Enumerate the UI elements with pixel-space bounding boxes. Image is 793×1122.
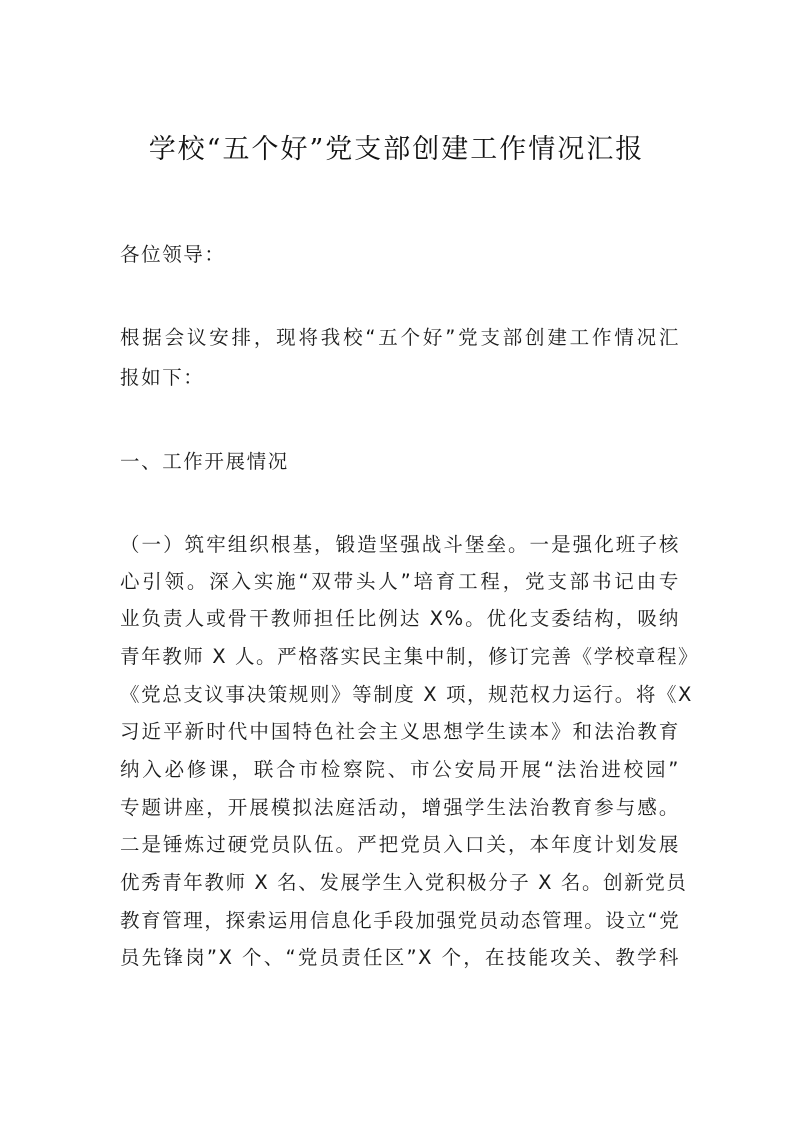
salutation: 各位领导： bbox=[120, 243, 226, 266]
body-line-12: 员先锋岗”X 个、“党员责任区”X 个，在技能攻关、教学科 bbox=[120, 946, 680, 969]
intro-line-1: 根据会议安排，现将我校“五个好”党支部创建工作情况汇 bbox=[120, 326, 680, 349]
section-heading: 一、工作开展情况 bbox=[120, 450, 289, 473]
body-line-4: 青年教师 X 人。严格落实民主集中制，修订完善《学校章程》 bbox=[120, 645, 700, 668]
body-line-2: 心引领。深入实施“双带头人”培育工程，党支部书记由专 bbox=[120, 570, 680, 593]
body-line-9: 二是锤炼过硬党员队伍。严把党员入口关，本年度计划发展 bbox=[120, 833, 680, 856]
body-line-5: 《党总支议事决策规则》等制度 X 项，规范权力运行。将《X bbox=[120, 683, 694, 706]
body-line-3: 业负责人或骨干教师担任比例达 X%。优化支委结构，吸纳 bbox=[120, 607, 680, 630]
intro-line-2: 报如下： bbox=[120, 366, 205, 389]
body-line-10: 优秀青年教师 X 名、发展学生入党积极分子 X 名。创新党员 bbox=[120, 871, 688, 894]
body-line-1: （一）筑牢组织根基，锻造坚强战斗堡垒。一是强化班子核 bbox=[120, 533, 680, 556]
body-line-8: 专题讲座，开展模拟法庭活动，增强学生法治教育参与感。 bbox=[120, 796, 680, 819]
body-line-11: 教育管理，探索运用信息化手段加强党员动态管理。设立“党 bbox=[120, 909, 681, 932]
document-title: 学校“五个好”党支部创建工作情况汇报 bbox=[148, 134, 645, 165]
body-line-7: 纳入必修课，联合市检察院、市公安局开展“法治进校园” bbox=[120, 758, 680, 781]
body-line-6: 习近平新时代中国特色社会主义思想学生读本》和法治教育 bbox=[120, 720, 680, 743]
